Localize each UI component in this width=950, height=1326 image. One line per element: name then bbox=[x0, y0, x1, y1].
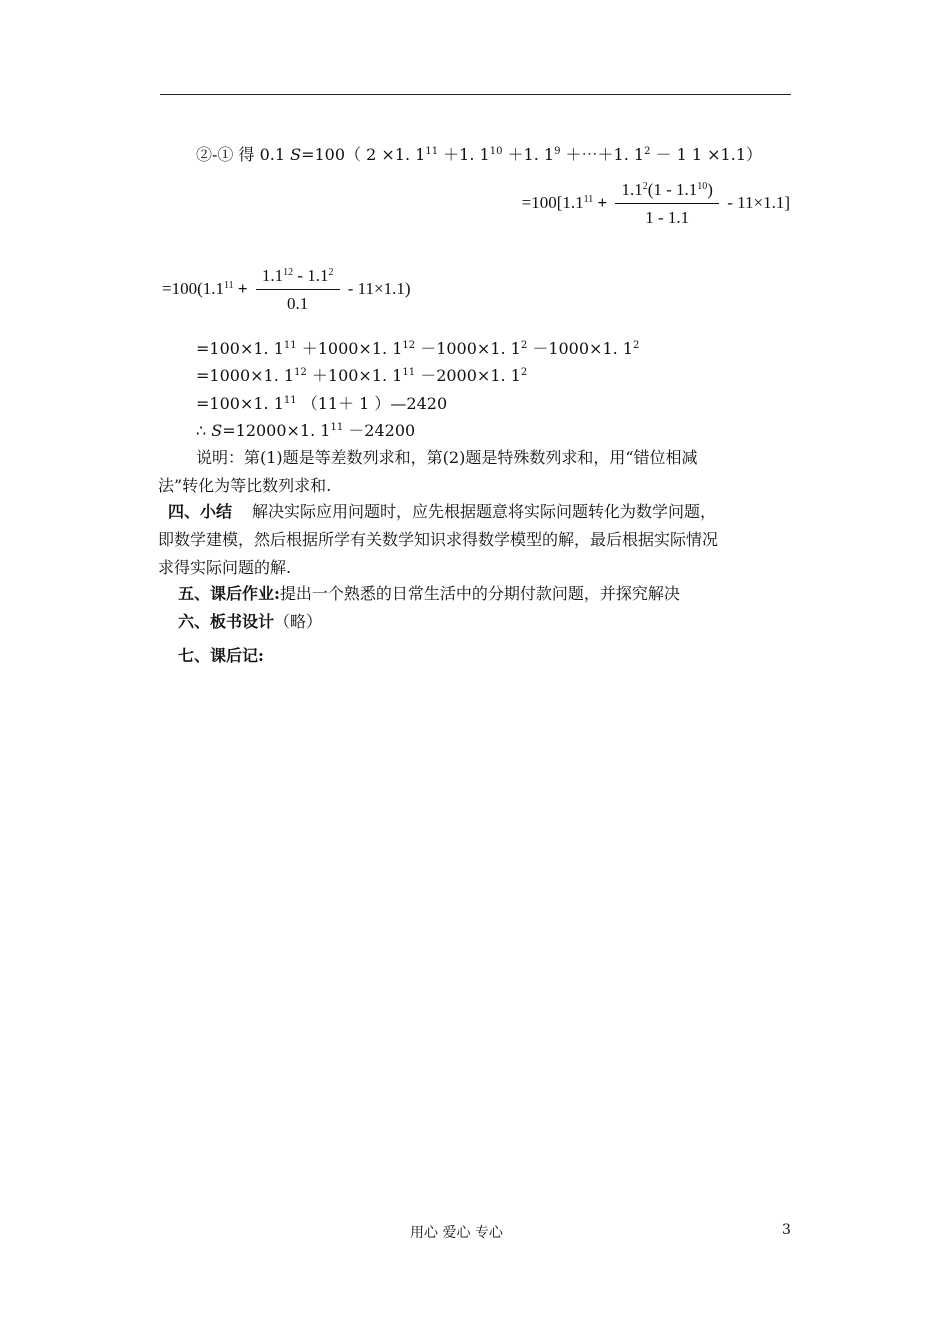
exponent: 12 bbox=[402, 340, 416, 351]
text: 1.1 bbox=[621, 180, 643, 199]
homework-section bbox=[158, 580, 792, 608]
text: ＋1000×1. 1 bbox=[296, 339, 403, 358]
text: - 11×1.1) bbox=[347, 278, 411, 298]
exponent: 11 bbox=[583, 193, 594, 205]
exponent: 10 bbox=[697, 181, 708, 192]
summary-section bbox=[158, 498, 792, 582]
text: =100[1.1 bbox=[521, 192, 584, 212]
text: (1 - 1.1 bbox=[647, 180, 698, 199]
text: ＋1. 1 bbox=[438, 145, 490, 164]
text: － 1 1 ×1.1） bbox=[650, 145, 762, 164]
equation-line-1 bbox=[196, 142, 762, 165]
homework-heading: 五、课后作业: bbox=[178, 584, 280, 603]
text: －1000×1. 1 bbox=[527, 339, 633, 358]
text: ＋1. 1 bbox=[502, 145, 555, 164]
text: －1000×1. 1 bbox=[415, 339, 521, 358]
fraction bbox=[615, 180, 719, 228]
exponent: 11 bbox=[330, 422, 344, 433]
exponent: 2 bbox=[520, 340, 528, 351]
equation-line-3 bbox=[162, 266, 411, 314]
page-number: 3 bbox=[782, 1222, 791, 1238]
fraction-denominator: 0.1 bbox=[287, 294, 309, 313]
plus-sign: + bbox=[597, 192, 608, 212]
board-text: （略） bbox=[274, 612, 323, 631]
text: （11＋ 1 ）—2420 bbox=[296, 394, 448, 413]
exponent: 11 bbox=[283, 395, 297, 406]
text: 1.1 bbox=[261, 266, 284, 285]
exponent: 2 bbox=[644, 146, 651, 157]
homework-text: 提出一个熟悉的日常生活中的分期付款问题，并探究解决 bbox=[279, 584, 680, 603]
text: －2000×1. 1 bbox=[415, 366, 521, 385]
note-line-1: 说明：第(1)题是等差数列求和，第(2)题是特殊数列求和，用“错位相减 bbox=[196, 448, 698, 467]
equation-line-2 bbox=[522, 180, 790, 228]
exponent: 11 bbox=[425, 146, 439, 157]
exponent: 11 bbox=[224, 279, 234, 291]
notes-after-heading: 七、课后记: bbox=[178, 646, 264, 665]
equation-line-6 bbox=[196, 391, 447, 414]
text: ＋⋯＋1. 1 bbox=[560, 145, 645, 164]
equation-line-4 bbox=[196, 336, 639, 359]
header-rule bbox=[160, 94, 791, 95]
exponent: 2 bbox=[632, 340, 640, 351]
text: ) bbox=[707, 180, 713, 199]
exponent: 2 bbox=[328, 267, 334, 278]
text: =100(1.1 bbox=[162, 278, 224, 298]
text: ＋100×1. 1 bbox=[306, 366, 403, 385]
variable-s: S bbox=[290, 145, 302, 164]
text: =100×1. 1 bbox=[196, 394, 284, 413]
summary-line-1: 解决实际应用问题时，应先根据题意将实际问题转化为数学问题， bbox=[252, 502, 717, 521]
board-section bbox=[158, 608, 792, 636]
text: ∴ bbox=[196, 421, 212, 440]
exponent: 9 bbox=[554, 146, 561, 157]
note-line-2: 法”转化为等比数列求和. bbox=[158, 476, 332, 495]
board-heading: 六、板书设计 bbox=[178, 612, 275, 631]
fraction bbox=[256, 266, 340, 314]
summary-heading: 四、小结 bbox=[168, 502, 233, 521]
text: - 1.1 bbox=[293, 266, 329, 285]
exponent: 12 bbox=[294, 367, 307, 378]
variable-s: S bbox=[211, 421, 223, 440]
text: =12000×1. 1 bbox=[222, 421, 331, 440]
text: =1000×1. 1 bbox=[196, 366, 295, 385]
exponent: 2 bbox=[520, 367, 528, 378]
footer-text: 用心 爱心 专心 bbox=[410, 1225, 503, 1241]
text: =100（ 2 ×1. 1 bbox=[301, 145, 426, 164]
fraction-numerator bbox=[615, 180, 719, 204]
exponent: 10 bbox=[489, 146, 503, 157]
summary-line-3: 求得实际问题的解. bbox=[158, 558, 292, 577]
exponent: 11 bbox=[402, 367, 416, 378]
text: －24200 bbox=[343, 421, 416, 440]
fraction-numerator bbox=[256, 266, 340, 290]
exponent: 11 bbox=[283, 340, 297, 351]
fraction-denominator: 1 - 1.1 bbox=[645, 208, 690, 227]
text: =100×1. 1 bbox=[196, 339, 284, 358]
equation-line-5 bbox=[196, 363, 527, 386]
summary-line-2: 即数学建模，然后根据所学有关数学知识求得数学模型的解，最后根据实际情况 bbox=[158, 530, 719, 549]
equation-line-7 bbox=[196, 418, 415, 441]
exponent: 12 bbox=[283, 267, 294, 278]
note-paragraph bbox=[158, 444, 792, 500]
notes-after-section bbox=[158, 642, 792, 670]
text: - 11×1.1] bbox=[727, 192, 790, 212]
text: ②-① 得 0.1 bbox=[196, 145, 291, 164]
plus-sign: + bbox=[237, 278, 248, 298]
exponent: 2 bbox=[642, 181, 648, 192]
